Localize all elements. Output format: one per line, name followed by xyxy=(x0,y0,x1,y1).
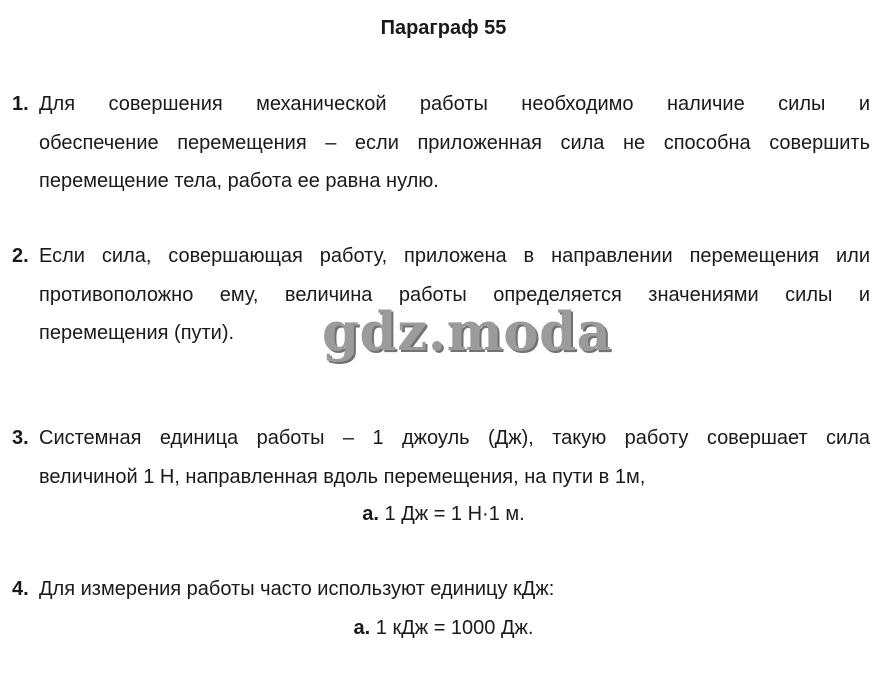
item-text: перемещение тела, работа ее равна нулю. xyxy=(39,170,439,192)
paragraph-item-3 xyxy=(12,419,870,496)
item-line xyxy=(12,124,870,163)
item-number: 2. xyxy=(12,245,29,267)
watermark-logo: gdz.moda xyxy=(322,301,612,363)
item-line xyxy=(12,85,870,124)
item-line xyxy=(12,570,870,609)
item-text: обеспечение перемещения – если приложенная сила не способна совершить xyxy=(39,131,870,154)
formula-1 xyxy=(0,499,887,529)
formula-text: 1 Дж = 1 Н·1 м. xyxy=(384,503,525,525)
formula-text: 1 кДж = 1000 Дж. xyxy=(375,617,534,639)
item-text: противоположно ему, величина работы определяется значениями силы и xyxy=(39,283,870,306)
formula-2 xyxy=(0,613,887,643)
formula-label: а. xyxy=(362,503,379,525)
item-line xyxy=(12,162,870,201)
item-number: 4. xyxy=(12,578,29,600)
item-text: Системная единица работы – 1 джоуль (Дж), такую работу совершает сила xyxy=(39,427,870,449)
item-number: 3. xyxy=(12,427,29,449)
item-text: Если сила, совершающая работу, приложена в направлении перемещения или xyxy=(39,245,870,267)
item-text: Для измерения работы часто используют единицу кДж: xyxy=(39,578,555,600)
item-text: перемещения (пути). xyxy=(39,322,235,344)
item-line xyxy=(12,458,870,497)
paragraph-item-4 xyxy=(12,570,870,609)
formula-label: а. xyxy=(353,617,371,639)
item-line xyxy=(12,237,870,276)
paragraph-item-1 xyxy=(12,85,870,201)
item-line xyxy=(12,419,870,458)
item-text: величиной 1 Н, направленная вдоль перемещения, на пути в 1м, xyxy=(39,465,646,488)
item-number: 1. xyxy=(12,93,29,115)
item-text: Для совершения механической работы необходимо наличие силы и xyxy=(39,93,870,115)
page-title: Параграф 55 xyxy=(380,17,507,39)
